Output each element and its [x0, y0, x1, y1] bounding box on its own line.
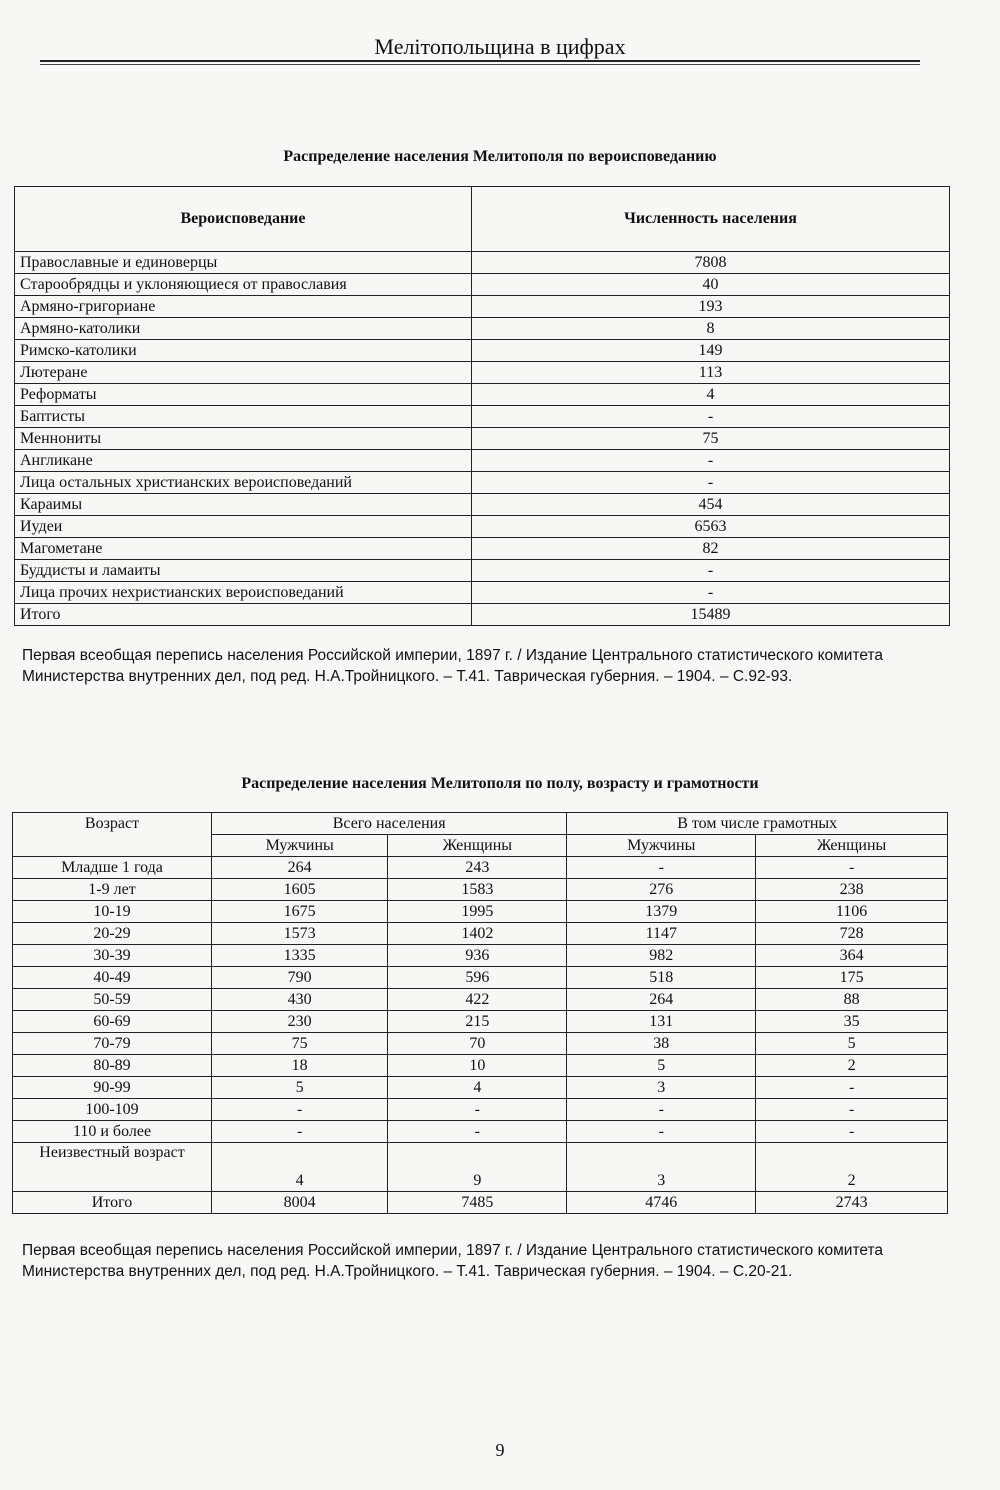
total-men-cell: 264 [212, 857, 388, 879]
age-header-row-1 [13, 813, 948, 835]
total-women-cell: 70 [388, 1033, 567, 1055]
literate-women-cell: - [756, 857, 948, 879]
literate-women-cell: - [756, 1121, 948, 1143]
religion-count-cell: 6563 [472, 516, 950, 538]
age-group-cell: 50-59 [13, 989, 212, 1011]
religion-row [15, 274, 950, 296]
total-women-cell: - [388, 1099, 567, 1121]
religion-count-cell: 113 [472, 362, 950, 384]
religion-row [15, 538, 950, 560]
age-row [13, 967, 948, 989]
total-women-cell: 4 [388, 1077, 567, 1099]
religion-name-cell: Лица прочих нехристианских вероисповеданий [15, 582, 472, 604]
religion-col-header: Вероисповедание [15, 187, 472, 252]
religion-row [15, 472, 950, 494]
age-source-note: Первая всеобщая перепись населения Российской империи, 1897 г. / Издание Центрального статистического комитета Министерства внутренних дел, под ред. Н.А.Тройницкого. – Т.41. Таврическая губерния. – 1904. – С.20-21. [22, 1242, 884, 1280]
age-row [13, 857, 948, 879]
total-men-cell: 790 [212, 967, 388, 989]
religion-row [15, 318, 950, 340]
religion-count-cell: 75 [472, 428, 950, 450]
literate-men-cell: 5 [567, 1055, 756, 1077]
total-women-cell: 7485 [388, 1192, 567, 1214]
literate-women-cell: 2 [756, 1055, 948, 1077]
religion-table-title: Распределение населения Мелитополя по вероисповеданию [283, 148, 717, 165]
religion-name-cell: Армяно-григориане [15, 296, 472, 318]
religion-count-cell: 8 [472, 318, 950, 340]
total-men-cell: - [212, 1099, 388, 1121]
religion-name-cell: Караимы [15, 494, 472, 516]
religion-row [15, 494, 950, 516]
religion-name-cell: Римско-католики [15, 340, 472, 362]
age-group-cell: 70-79 [13, 1033, 212, 1055]
age-literacy-table [12, 812, 948, 1214]
literate-women-cell: 1106 [756, 901, 948, 923]
total-population-group-header: Всего населения [212, 813, 567, 835]
total-men-cell: 430 [212, 989, 388, 1011]
religion-name-cell: Баптисты [15, 406, 472, 428]
literate-men-cell: 982 [567, 945, 756, 967]
religion-count-cell: 4 [472, 384, 950, 406]
age-row [13, 989, 948, 1011]
total-women-cell: 215 [388, 1011, 567, 1033]
literate-women-cell: 5 [756, 1033, 948, 1055]
literate-women-cell: 175 [756, 967, 948, 989]
religion-name-cell: Магометане [15, 538, 472, 560]
total-men-cell: 4 [212, 1143, 388, 1192]
total-men-header: Мужчины [212, 835, 388, 857]
total-men-cell: 75 [212, 1033, 388, 1055]
literate-women-cell: 2 [756, 1143, 948, 1192]
literate-group-header: В том числе грамотных [567, 813, 948, 835]
religion-count-cell: 149 [472, 340, 950, 362]
age-group-cell: 20-29 [13, 923, 212, 945]
age-row [13, 1055, 948, 1077]
total-women-cell: 596 [388, 967, 567, 989]
religion-name-cell: Старообрядцы и уклоняющиеся от православия [15, 274, 472, 296]
age-row [13, 1077, 948, 1099]
age-row [13, 945, 948, 967]
age-group-cell: 30-39 [13, 945, 212, 967]
religion-name-cell: Реформаты [15, 384, 472, 406]
header-rule [40, 60, 920, 65]
population-col-header: Численность населения [472, 187, 950, 252]
religion-row [15, 516, 950, 538]
literate-women-cell: 238 [756, 879, 948, 901]
total-women-cell: 9 [388, 1143, 567, 1192]
literate-men-cell: - [567, 857, 756, 879]
religion-count-cell: - [472, 450, 950, 472]
literate-men-cell: 131 [567, 1011, 756, 1033]
total-men-cell: 230 [212, 1011, 388, 1033]
age-group-cell: 90-99 [13, 1077, 212, 1099]
literate-men-cell: 38 [567, 1033, 756, 1055]
age-group-cell: 110 и более [13, 1121, 212, 1143]
literate-men-header: Мужчины [567, 835, 756, 857]
page-header-title: Мелітопольщина в цифрах [374, 34, 626, 59]
total-women-cell: - [388, 1121, 567, 1143]
religion-row [15, 406, 950, 428]
total-women-cell: 10 [388, 1055, 567, 1077]
religion-name-cell: Православные и единоверцы [15, 252, 472, 274]
literate-men-cell: 3 [567, 1143, 756, 1192]
religion-name-cell: Армяно-католики [15, 318, 472, 340]
age-row [13, 1192, 948, 1214]
literate-men-cell: - [567, 1121, 756, 1143]
total-men-cell: - [212, 1121, 388, 1143]
total-women-cell: 1402 [388, 923, 567, 945]
religion-source-note: Первая всеобщая перепись населения Российской империи, 1897 г. / Издание Центрального статистического комитета Министерства внутренних дел, под ред. Н.А.Тройницкого. – Т.41. Таврическая губерния. – 1904. – С.92-93. [22, 647, 884, 685]
age-group-cell: Неизвестный возраст [13, 1143, 212, 1192]
religion-name-cell: Лютеране [15, 362, 472, 384]
religion-count-cell: - [472, 472, 950, 494]
age-group-cell: Итого [13, 1192, 212, 1214]
total-women-cell: 1995 [388, 901, 567, 923]
religion-row [15, 428, 950, 450]
total-men-cell: 1605 [212, 879, 388, 901]
literate-men-cell: 4746 [567, 1192, 756, 1214]
total-women-header: Женщины [388, 835, 567, 857]
religion-row [15, 604, 950, 626]
total-women-cell: 422 [388, 989, 567, 1011]
age-row [13, 1143, 948, 1192]
religion-name-cell: Меннониты [15, 428, 472, 450]
age-row [13, 1121, 948, 1143]
religion-row [15, 560, 950, 582]
religion-count-cell: 15489 [472, 604, 950, 626]
total-men-cell: 8004 [212, 1192, 388, 1214]
literate-men-cell: 1379 [567, 901, 756, 923]
age-group-cell: 100-109 [13, 1099, 212, 1121]
literate-women-cell: 728 [756, 923, 948, 945]
religion-count-cell: - [472, 406, 950, 428]
religion-name-cell: Итого [15, 604, 472, 626]
religion-count-cell: 40 [472, 274, 950, 296]
religion-count-cell: 7808 [472, 252, 950, 274]
religion-row [15, 252, 950, 274]
total-men-cell: 18 [212, 1055, 388, 1077]
literate-men-cell: 276 [567, 879, 756, 901]
religion-row [15, 362, 950, 384]
literate-men-cell: 264 [567, 989, 756, 1011]
literate-women-cell: 2743 [756, 1192, 948, 1214]
religion-row [15, 450, 950, 472]
age-group-cell: 60-69 [13, 1011, 212, 1033]
age-row [13, 901, 948, 923]
literate-men-cell: - [567, 1099, 756, 1121]
religion-row [15, 296, 950, 318]
total-women-cell: 243 [388, 857, 567, 879]
religion-row [15, 340, 950, 362]
religion-count-cell: 454 [472, 494, 950, 516]
age-row [13, 879, 948, 901]
age-col-header: Возраст [13, 813, 212, 857]
religion-count-cell: 82 [472, 538, 950, 560]
age-row [13, 1011, 948, 1033]
literate-women-cell: - [756, 1099, 948, 1121]
total-men-cell: 1335 [212, 945, 388, 967]
literate-men-cell: 518 [567, 967, 756, 989]
age-group-cell: 80-89 [13, 1055, 212, 1077]
religion-row [15, 582, 950, 604]
religion-row [15, 384, 950, 406]
age-group-cell: 10-19 [13, 901, 212, 923]
literate-men-cell: 1147 [567, 923, 756, 945]
religion-count-cell: - [472, 582, 950, 604]
total-men-cell: 5 [212, 1077, 388, 1099]
religion-table [14, 186, 950, 626]
total-men-cell: 1573 [212, 923, 388, 945]
age-group-cell: 1-9 лет [13, 879, 212, 901]
religion-count-cell: - [472, 560, 950, 582]
religion-name-cell: Буддисты и ламаиты [15, 560, 472, 582]
religion-name-cell: Лица остальных христианских вероисповеданий [15, 472, 472, 494]
total-women-cell: 936 [388, 945, 567, 967]
literate-men-cell: 3 [567, 1077, 756, 1099]
age-row [13, 1099, 948, 1121]
age-group-cell: 40-49 [13, 967, 212, 989]
religion-count-cell: 193 [472, 296, 950, 318]
age-row [13, 923, 948, 945]
religion-name-cell: Англикане [15, 450, 472, 472]
page-number: 9 [495, 1440, 505, 1460]
literate-women-cell: 88 [756, 989, 948, 1011]
total-men-cell: 1675 [212, 901, 388, 923]
total-women-cell: 1583 [388, 879, 567, 901]
age-row [13, 1033, 948, 1055]
literate-women-cell: - [756, 1077, 948, 1099]
religion-header-row [15, 187, 950, 252]
literate-women-cell: 35 [756, 1011, 948, 1033]
age-group-cell: Младше 1 года [13, 857, 212, 879]
age-table-title: Распределение населения Мелитополя по полу, возрасту и грамотности [241, 775, 759, 792]
literate-women-header: Женщины [756, 835, 948, 857]
religion-name-cell: Иудеи [15, 516, 472, 538]
literate-women-cell: 364 [756, 945, 948, 967]
